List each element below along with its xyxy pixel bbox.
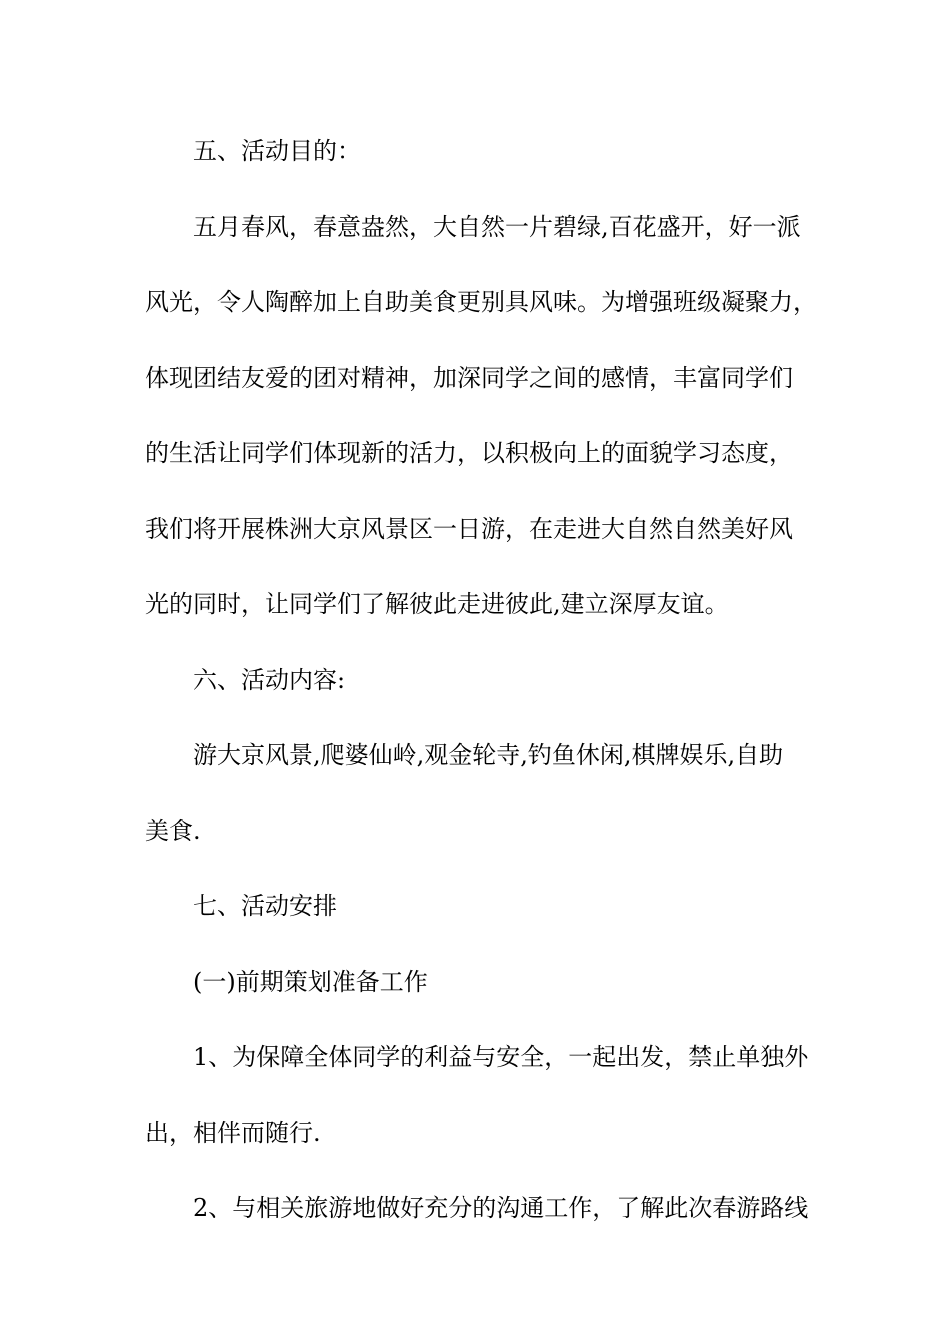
list-item-line: 出，相伴而随行. [145,1118,321,1147]
paragraph-line: 我们将开展株洲大京风景区一日游，在走进大自然自然美好风 [145,514,793,543]
paragraph-line: 美食. [145,816,201,845]
paragraph-line: 游大京风景,爬婆仙岭,观金轮寺,钓鱼休闲,棋牌娱乐,自助 [193,741,784,769]
list-item-line: 1、为保障全体同学的利益与安全，一起出发，禁止单独外 [193,1043,809,1071]
paragraph-line: 五月春风，春意盎然，大自然一片碧绿,百花盛开，好一派 [193,212,801,241]
paragraph-line: 风光，令人陶醉加上自助美食更别具风味。为增强班级凝聚力， [145,288,817,316]
section-heading-content: 六、活动内容: [193,665,346,694]
paragraph-line: 的生活让同学们体现新的活力，以积极向上的面貌学习态度， [145,439,793,467]
subsection-heading-preparation: (一)前期策划准备工作 [193,967,428,996]
section-heading-purpose: 五、活动目的： [193,137,361,165]
list-item-line: 2、与相关旅游地做好充分的沟通工作，了解此次春游路线 [193,1194,809,1222]
document-body [145,129,825,1262]
section-heading-arrangement: 七、活动安排 [193,892,337,920]
paragraph-line: 光的同时，让同学们了解彼此走进彼此,建立深厚友谊。 [145,590,729,618]
paragraph-line: 体现团结友爱的团对精神，加深同学之间的感情，丰富同学们 [145,363,793,392]
